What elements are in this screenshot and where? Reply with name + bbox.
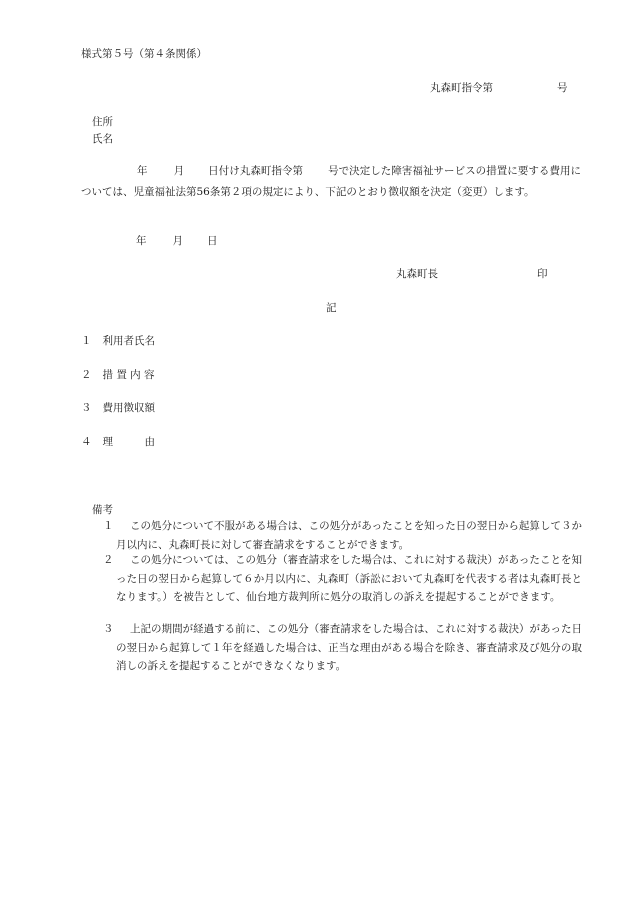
name-label: 氏名: [92, 133, 113, 145]
item-label: 措 置 内 容: [102, 369, 155, 381]
item-row: [81, 336, 155, 347]
remark-number: ３: [103, 623, 114, 635]
issuer-title: 丸森町長: [396, 268, 438, 280]
notice-body-paragraph: [81, 161, 581, 203]
ki-heading: 記: [326, 302, 337, 314]
remark-note: [103, 517, 582, 554]
item-label: 費用徴収額: [102, 402, 155, 414]
remarks-heading: 備考: [92, 504, 113, 516]
address-label: 住所: [92, 116, 113, 128]
item-row: [81, 403, 155, 414]
issue-month: 月: [172, 235, 183, 247]
item-row: [81, 370, 155, 381]
item-number: ３: [81, 402, 92, 414]
body-year: 年: [137, 165, 148, 177]
form-title: 様式第５号（第４条関係）: [81, 48, 207, 60]
issue-year: 年: [136, 235, 147, 247]
issue-day: 日: [207, 235, 218, 247]
document-number: [430, 83, 568, 94]
issue-date: [136, 236, 218, 247]
body-rest-text: 号で決定した障害福祉サービスの措置に要する費用については、児童福祉法第56条第２項の規定により、下記のとおり徴収額を決定（変更）します。: [81, 165, 582, 198]
remark-text: 上記の期間が経過する前に、この処分（審査請求をした場合は、これに対する裁決）があった日の翌日から起算して１年を経過した場合は、正当な理由がある場合を除き、審査請求及び処分の取消しの訴えを提起することができなくなります。: [116, 623, 582, 672]
remark-number: １: [103, 520, 114, 532]
remark-note: [103, 620, 582, 676]
remark-number: ２: [103, 554, 114, 566]
seal-mark: 印: [537, 268, 548, 280]
body-date-text: 日付け丸森町指令第: [208, 165, 304, 177]
item-number: ２: [81, 369, 92, 381]
body-month: 月: [173, 165, 185, 177]
remark-text: この処分について不服がある場合は、この処分があったことを知った日の翌日から起算して３か月以内に、丸森町長に対して審査請求をすることができます。: [116, 520, 582, 551]
item-number: １: [81, 335, 92, 347]
remark-text: この処分については、この処分（審査請求をした場合は、これに対する裁決）があったことを知った日の翌日から起算して６か月以内に、丸森町（訴訟において丸森町を代表する者は丸森町長となります。）を被告として、仙台地方裁判所に処分の取消しの訴えを提起することができます。: [116, 554, 582, 603]
doc-number-prefix: 丸森町指令第: [430, 82, 493, 94]
item-label: 理 由: [102, 436, 155, 448]
item-label: 利用者氏名: [102, 335, 155, 347]
doc-number-suffix: 号: [557, 82, 568, 94]
item-number: ４: [81, 436, 92, 448]
item-row: [81, 437, 155, 448]
remark-note: [103, 551, 582, 607]
